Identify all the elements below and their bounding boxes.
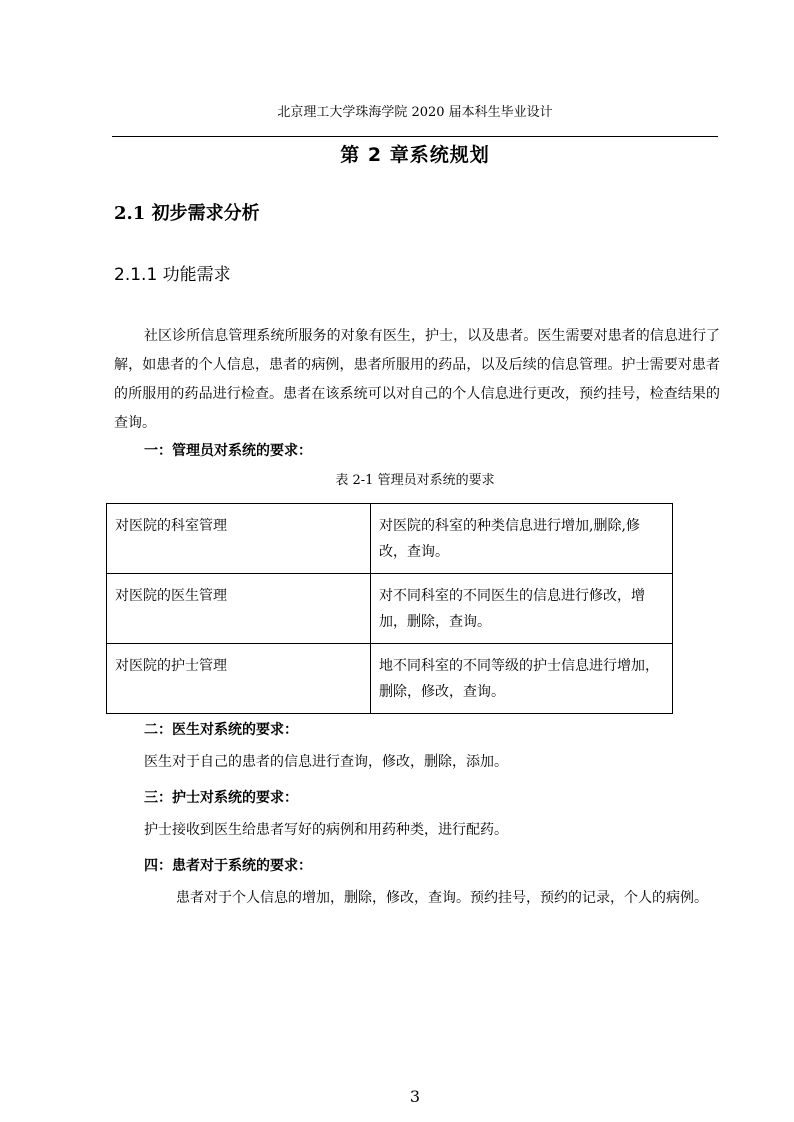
patient-requirements-text: 患者对于个人信息的增加，删除，修改，查询。预约挂号，预约的记录，个人的病例。	[176, 890, 708, 906]
section-title: 2.1 初步需求分析	[114, 203, 260, 224]
table-cell-item: 对医院的医生管理	[107, 574, 371, 644]
table-cell-desc: 对医院的科室的种类信息进行增加,删除,修改，查询。	[371, 504, 673, 574]
table-cell-desc: 地不同科室的不同等级的护士信息进行增加，删除，修改，查询。	[371, 644, 673, 714]
table-cell-item: 对医院的科室管理	[107, 504, 371, 574]
subsection-title: 2.1.1 功能需求	[114, 265, 231, 285]
table-row	[107, 644, 673, 714]
page-number: 3	[409, 1087, 421, 1106]
nurse-requirements-heading: 三：护士对系统的要求：	[144, 790, 298, 806]
nurse-requirements-text: 护士接收到医生给患者写好的病例和用药种类，进行配药。	[144, 822, 508, 838]
admin-requirements-table	[106, 503, 673, 714]
page-header: 北京理工大学珠海学院 2020 届本科生毕业设计	[277, 105, 553, 120]
table-cell-item: 对医院的护士管理	[107, 644, 371, 714]
table-row	[107, 574, 673, 644]
chapter-title: 第 2 章系统规划	[340, 144, 490, 166]
intro-paragraph: 社区诊所信息管理系统所服务的对象有医生，护士，以及患者。医生需要对患者的信息进行了解，如患者的个人信息，患者的病例，患者所服用的药品，以及后续的信息管理。护士需要对患者的所服用的药品进行检查。患者在该系统可以对自己的个人信息进行更改，预约挂号，检查结果的查询。	[114, 328, 720, 431]
table-caption: 表 2-1 管理员对系统的要求	[335, 473, 495, 488]
patient-requirements-heading: 四：患者对于系统的要求：	[144, 858, 312, 874]
table-cell-desc: 对不同科室的不同医生的信息进行修改，增加，删除，查询。	[371, 574, 673, 644]
header-divider	[112, 136, 718, 137]
admin-requirements-heading: 一：管理员对系统的要求：	[144, 443, 312, 459]
doctor-requirements-text: 医生对于自己的患者的信息进行查询，修改，删除，添加。	[144, 754, 508, 770]
table-row	[107, 504, 673, 574]
doctor-requirements-heading: 二：医生对系统的要求：	[144, 722, 298, 738]
